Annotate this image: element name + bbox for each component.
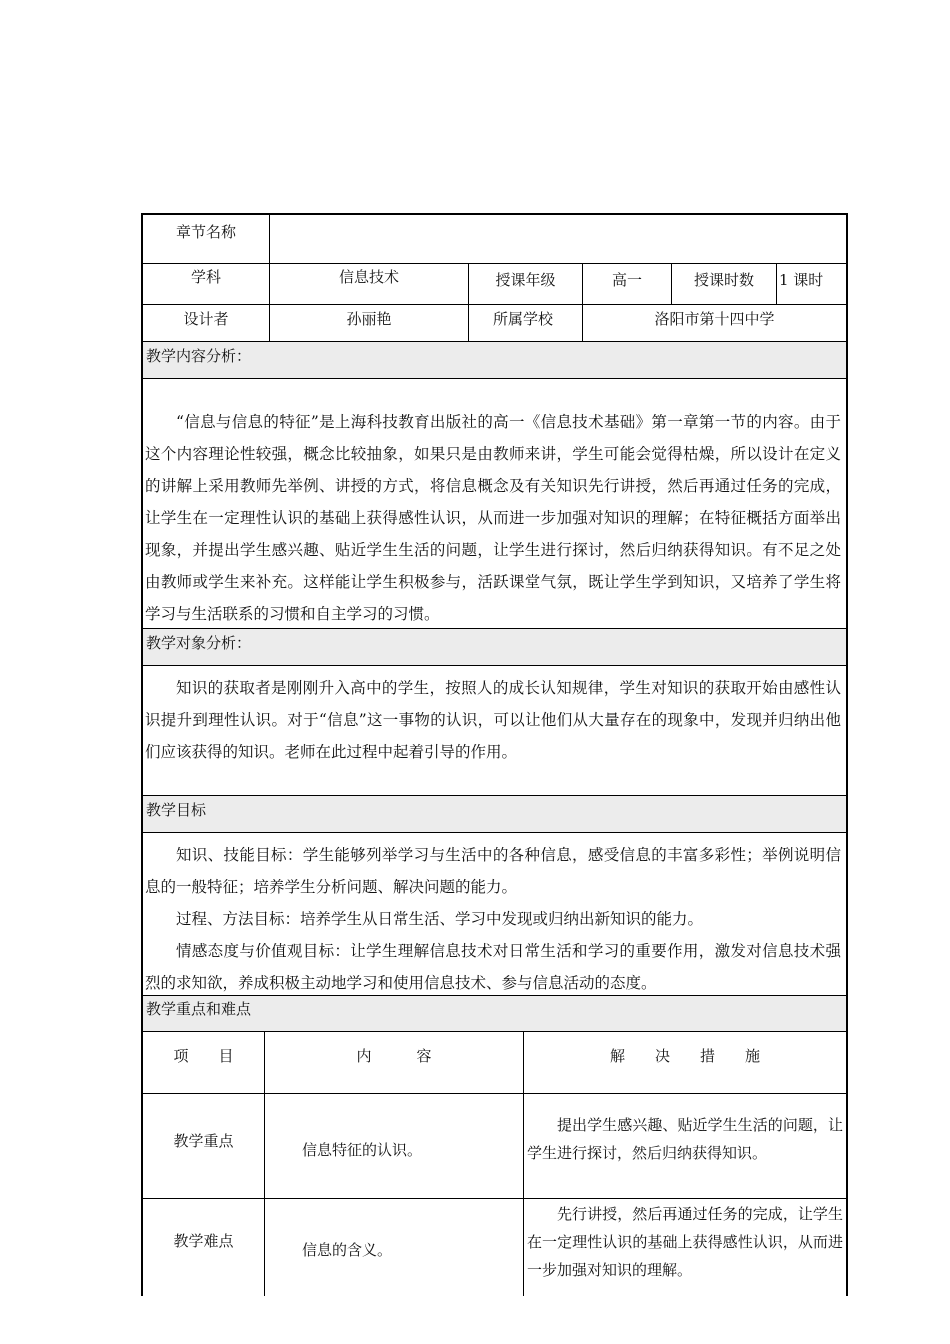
row-divider — [141, 1198, 848, 1199]
row-divider — [141, 263, 848, 264]
row-divider — [141, 1093, 848, 1094]
row-divider — [141, 378, 848, 379]
keypoint-row-solution — [527, 1111, 843, 1167]
column-header-solution: 解 决 措 施 — [609, 1047, 760, 1065]
subject-label: 学科 — [190, 268, 221, 286]
chapter-label: 章节名称 — [175, 223, 236, 241]
objective-item: 知识、技能目标：学生能够列举学习与生活中的各种信息，感受信息的丰富多彩性；举例说明信息的一般特征；培养学生分析问题、解决问题的能力。 — [145, 846, 841, 896]
col-divider — [776, 263, 777, 304]
objectives-title: 教学目标 — [146, 801, 207, 819]
objective-item: 情感态度与价值观目标：让学生理解信息技术对日常生活和学习的重要作用，激发对信息技术强烈的求知欲，养成积极主动地学习和使用信息技术、参与信息活动的态度。 — [145, 942, 841, 992]
school-label: 所属学校 — [493, 310, 554, 328]
objective-item: 过程、方法目标：培养学生从日常生活、学习中发现或归纳出新知识的能力。 — [176, 910, 704, 928]
row-divider — [141, 304, 848, 305]
difficulty-row-item: 教学难点 — [173, 1232, 234, 1250]
grade-value: 高一 — [611, 271, 642, 289]
section-bar-objectives — [143, 796, 846, 832]
hours-value: 1 课时 — [779, 271, 824, 289]
designer-label: 设计者 — [183, 310, 229, 328]
content-analysis-text — [145, 406, 841, 630]
column-header-content: 内 容 — [356, 1047, 432, 1065]
column-header-item: 项 目 — [173, 1047, 234, 1065]
content-analysis-title: 教学内容分析： — [146, 347, 252, 365]
hours-label: 授课时数 — [693, 271, 754, 289]
object-analysis-title: 教学对象分析： — [146, 634, 252, 652]
difficulty-row-solution — [527, 1200, 843, 1284]
keypoint-row-content: 信息特征的认识。 — [302, 1141, 423, 1159]
object-analysis-paragraph: 知识的获取者是刚刚升入高中的学生，按照人的成长认知规律，学生对知识的获取开始由感性认识提升到理性认识。对于“信息”这一事物的认识，可以让他们从大量存在的现象中，发现并归纳出他们应该获得的知识。老师在此过程中起着引导的作用。 — [145, 679, 841, 761]
col-divider — [264, 1031, 265, 1296]
row-divider — [141, 832, 848, 833]
keypoints-title: 教学重点和难点 — [146, 1000, 252, 1018]
subject-value: 信息技术 — [338, 268, 399, 286]
content-analysis-paragraph: “信息与信息的特征”是上海科技教育出版社的高一《信息技术基础》第一章第一节的内容。由于这个内容理论性较强，概念比较抽象，如果只是由教师来讲，学生可能会觉得枯燥，所以设计在定义的讲解上采用教师先举例、讲授的方式，将信息概念及有关知识先行讲授，然后再通过任务的完成，让学生在一定理性认识的基础上获得感性认识，从而进一步加强对知识的理解；在特征概括方面举出现象，并提出学生感兴趣、贴近学生生活的问题，让学生进行探讨，然后归纳获得知识。有不足之处由教师或学生来补充。这样能让学生积极参与，活跃课堂气氛，既让学生学到知识，又培养了学生将学习与生活联系的习惯和自主学习的习惯。 — [145, 413, 841, 623]
school-value: 洛阳市第十四中学 — [654, 310, 775, 328]
keypoint-row-item: 教学重点 — [173, 1132, 234, 1150]
row-divider — [141, 795, 848, 796]
row-divider — [141, 341, 848, 342]
object-analysis-text — [145, 672, 841, 768]
row-divider — [141, 1031, 848, 1032]
designer-value: 孙丽艳 — [346, 310, 392, 328]
col-divider — [523, 1031, 524, 1296]
grade-label: 授课年级 — [495, 271, 556, 289]
solution-text: 提出学生感兴趣、贴近学生生活的问题，让学生进行探讨，然后归纳获得知识。 — [527, 1116, 843, 1162]
solution-text: 先行讲授，然后再通过任务的完成，让学生在一定理性认识的基础上获得感性认识，从而进一步加强对知识的理解。 — [527, 1205, 843, 1279]
objectives-list — [145, 839, 841, 999]
row-divider — [141, 665, 848, 666]
difficulty-row-content: 信息的含义。 — [302, 1241, 393, 1259]
